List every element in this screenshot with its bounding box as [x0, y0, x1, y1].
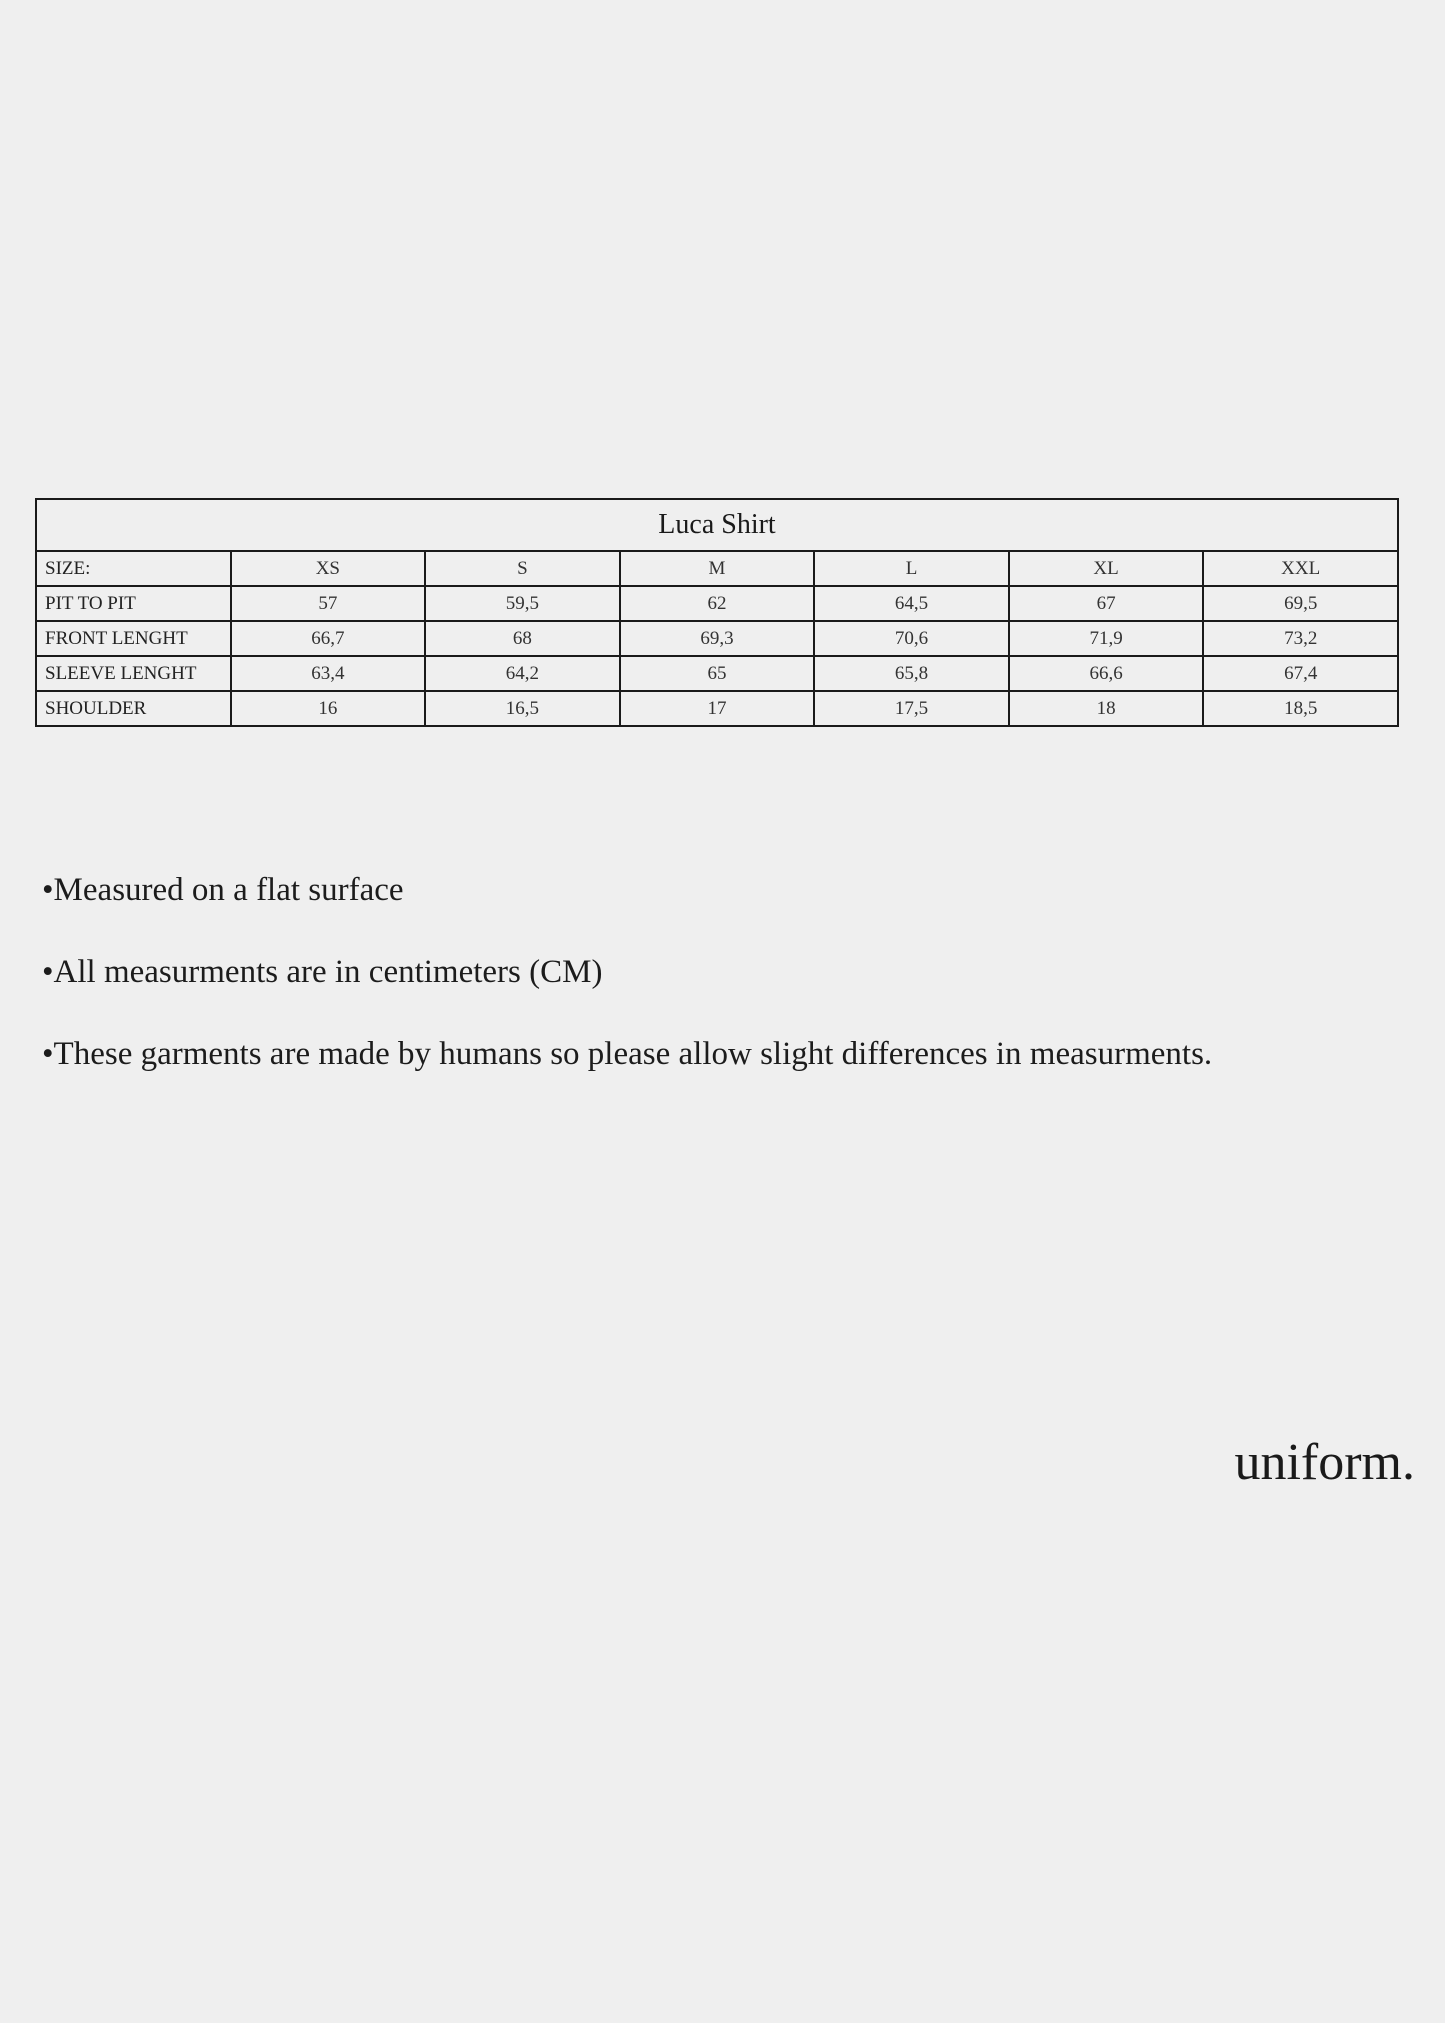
- table-cell: 57: [231, 586, 426, 621]
- table-cell: 16,5: [425, 691, 620, 726]
- table-cell: 64,5: [814, 586, 1009, 621]
- note-handmade-differences: •These garments are made by humans so please allow slight differences in measurments.: [42, 1036, 1213, 1072]
- table-cell: 65: [620, 656, 815, 691]
- header-size-xxl: XXL: [1203, 551, 1398, 586]
- table-cell: 68: [425, 621, 620, 656]
- table-cell: 63,4: [231, 656, 426, 691]
- table-cell: 64,2: [425, 656, 620, 691]
- table-cell: 16: [231, 691, 426, 726]
- header-size-l: L: [814, 551, 1009, 586]
- table-cell: 69,5: [1203, 586, 1398, 621]
- header-size-s: S: [425, 551, 620, 586]
- table-cell: 18,5: [1203, 691, 1398, 726]
- table-cell: 66,7: [231, 621, 426, 656]
- note-centimeters: •All measurments are in centimeters (CM): [42, 954, 603, 990]
- table-cell: 66,6: [1009, 656, 1204, 691]
- table-cell: 62: [620, 586, 815, 621]
- table-cell: 18: [1009, 691, 1204, 726]
- row-label: SHOULDER: [36, 691, 231, 726]
- table-cell: 71,9: [1009, 621, 1204, 656]
- header-label: SIZE:: [36, 551, 231, 586]
- header-size-xl: XL: [1009, 551, 1204, 586]
- table-cell: 70,6: [814, 621, 1009, 656]
- table-header-row: [36, 551, 1398, 586]
- table-cell: 65,8: [814, 656, 1009, 691]
- table-cell: 69,3: [620, 621, 815, 656]
- table-cell: 67,4: [1203, 656, 1398, 691]
- header-size-xs: XS: [231, 551, 426, 586]
- table-cell: 17: [620, 691, 815, 726]
- note-flat-surface: •Measured on a flat surface: [42, 872, 404, 908]
- row-label: FRONT LENGHT: [36, 621, 231, 656]
- table-row: [36, 586, 1398, 621]
- row-label: SLEEVE LENGHT: [36, 656, 231, 691]
- table-row: [36, 691, 1398, 726]
- table-cell: 17,5: [814, 691, 1009, 726]
- table-cell: 59,5: [425, 586, 620, 621]
- row-label: PIT TO PIT: [36, 586, 231, 621]
- table-row: [36, 656, 1398, 691]
- header-size-m: M: [620, 551, 815, 586]
- table-row: [36, 621, 1398, 656]
- size-chart-table: [35, 498, 1399, 727]
- table-title: Luca Shirt: [36, 499, 1398, 551]
- table-cell: 73,2: [1203, 621, 1398, 656]
- brand-logo: uniform.: [1234, 1434, 1415, 1491]
- table-cell: 67: [1009, 586, 1204, 621]
- measurement-notes: [42, 860, 1402, 1106]
